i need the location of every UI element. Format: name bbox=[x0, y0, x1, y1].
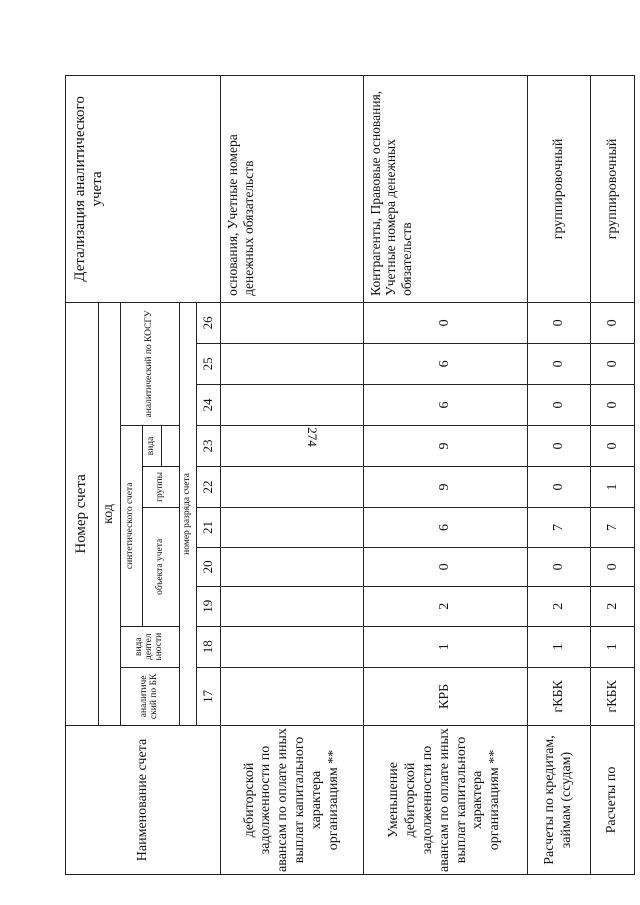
account-number-header: Номер счета bbox=[66, 302, 99, 725]
kind-spacer bbox=[162, 425, 180, 466]
row-value: 0 bbox=[363, 547, 527, 586]
row-name: Расчеты по кредитам, займам (ссудам) bbox=[527, 726, 590, 875]
activity-type-header: вида деятел ьности bbox=[120, 626, 179, 667]
row-value: 0 bbox=[591, 343, 635, 384]
digit-24: 24 bbox=[197, 384, 221, 425]
kind-header: вида bbox=[142, 425, 162, 466]
row-value: 9 bbox=[363, 425, 527, 466]
digit-21: 21 bbox=[197, 507, 221, 547]
row-value bbox=[221, 384, 363, 425]
row-value bbox=[221, 425, 363, 466]
row-value: 2 bbox=[591, 586, 635, 626]
row-value bbox=[221, 586, 363, 626]
digit-20: 20 bbox=[197, 547, 221, 586]
table-row bbox=[527, 76, 590, 875]
row-name: Уменьшение дебиторской задолженности по авансам по оплате иных выплат капитального характера организациям ** bbox=[363, 726, 527, 875]
row-value: 2 bbox=[363, 586, 527, 626]
row-value: 0 bbox=[591, 547, 635, 586]
row-value: гКБК bbox=[527, 667, 590, 725]
row-detail: группировочный bbox=[527, 76, 590, 303]
row-value: 7 bbox=[527, 507, 590, 547]
row-value: 0 bbox=[527, 384, 590, 425]
row-value: 0 bbox=[527, 466, 590, 507]
row-value: 1 bbox=[527, 626, 590, 667]
rotated-page-content bbox=[65, 75, 635, 875]
row-value bbox=[221, 667, 363, 725]
digit-23: 23 bbox=[197, 425, 221, 466]
row-detail: основания, Учетные номера денежных обязательств bbox=[221, 76, 363, 303]
digit-26: 26 bbox=[197, 302, 221, 343]
code-header: код bbox=[98, 302, 120, 725]
page-number: 274 bbox=[305, 427, 320, 447]
digit-25: 25 bbox=[197, 343, 221, 384]
digit-19: 19 bbox=[197, 586, 221, 626]
account-name-header: Наименование счета bbox=[66, 726, 221, 875]
table-row bbox=[363, 76, 527, 875]
synthetic-header: синтетического счета bbox=[120, 425, 142, 626]
row-value: 7 bbox=[591, 507, 635, 547]
row-value: 6 bbox=[363, 343, 527, 384]
row-value: 1 bbox=[591, 466, 635, 507]
analytic-bk-header: аналитиче ский по БК bbox=[120, 667, 179, 725]
row-name: дебиторской задолженности по авансам по оплате иных выплат капитального характера организациям ** bbox=[221, 726, 363, 875]
row-name: Расчеты по bbox=[591, 726, 635, 875]
row-value: 0 bbox=[591, 425, 635, 466]
row-value bbox=[221, 343, 363, 384]
row-value: 0 bbox=[527, 302, 590, 343]
row-value: 1 bbox=[363, 626, 527, 667]
row-value: 0 bbox=[527, 547, 590, 586]
table-row bbox=[221, 76, 363, 875]
groups-header: группы bbox=[142, 466, 179, 507]
row-value: 1 bbox=[591, 626, 635, 667]
header-row-1 bbox=[66, 76, 99, 875]
row-value: 0 bbox=[363, 302, 527, 343]
analytic-kosgu-header: аналитический по КОСГУ bbox=[120, 302, 179, 425]
row-value bbox=[221, 302, 363, 343]
row-value bbox=[221, 547, 363, 586]
accounts-table bbox=[65, 75, 635, 875]
row-value: 0 bbox=[527, 425, 590, 466]
digit-17: 17 bbox=[197, 667, 221, 725]
row-value: 0 bbox=[591, 302, 635, 343]
row-value bbox=[221, 626, 363, 667]
row-value: гКБК bbox=[591, 667, 635, 725]
row-value: 6 bbox=[363, 384, 527, 425]
digit-18: 18 bbox=[197, 626, 221, 667]
row-value: 0 bbox=[527, 343, 590, 384]
digit-22: 22 bbox=[197, 466, 221, 507]
digit-number-header: номер разряда счета bbox=[179, 302, 197, 725]
row-value: 2 bbox=[527, 586, 590, 626]
row-value bbox=[221, 466, 363, 507]
row-value bbox=[221, 507, 363, 547]
object-header: объекта учета bbox=[142, 507, 179, 626]
row-detail: группировочный bbox=[591, 76, 635, 303]
table-row bbox=[591, 76, 635, 875]
row-value: 6 bbox=[363, 507, 527, 547]
row-value: КРБ bbox=[363, 667, 527, 725]
row-value: 0 bbox=[591, 384, 635, 425]
row-value: 9 bbox=[363, 466, 527, 507]
row-detail: Контрагенты, Правовые основания, Учетные номера денежных обязательств bbox=[363, 76, 527, 303]
detail-header: Детализация аналитического учета bbox=[66, 76, 221, 303]
